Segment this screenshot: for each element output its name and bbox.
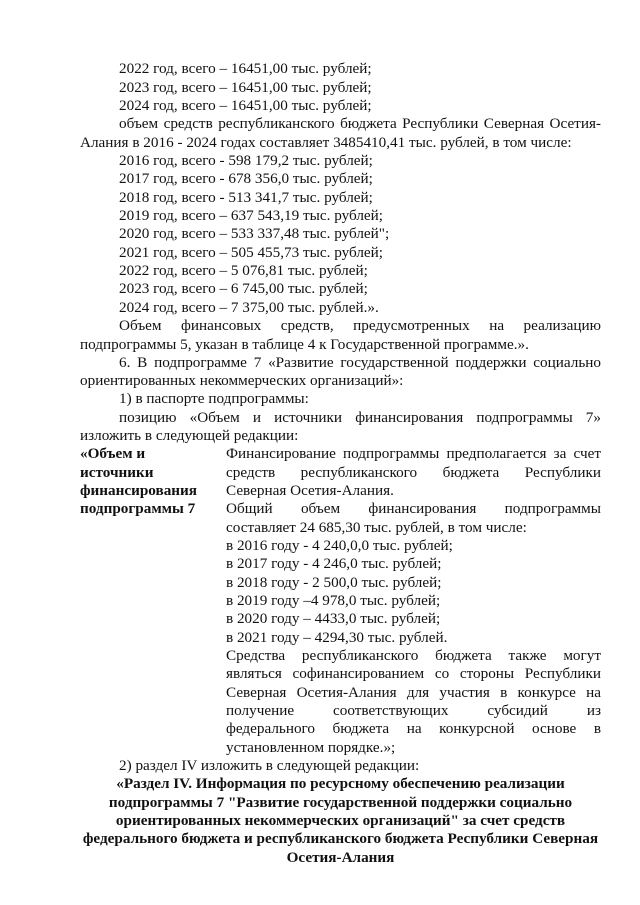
table-content-line: Финансирование подпрограммы предполагается за счет [226,445,601,462]
rep-year-line: 2024 год, всего – 7 375,00 тыс. рублей.». [119,299,379,316]
rep-volume-line2: Алания в 2016 - 2024 годах составляет 3485410,41 тыс. рублей, в том числе: [80,134,572,151]
rep-year-line: 2019 год, всего – 637 543,19 тыс. рублей; [119,207,383,224]
table-label-line: «Объем и [80,445,146,462]
position-line1: позицию «Объем и источники финансирования подпрограммы 7» [119,409,601,426]
table-label-line: финансирования [80,482,198,499]
section-heading-line: ориентированных некоммерческих организаций" за счет средств [115,812,566,829]
volume-note-line2: подпрограммы 5, указан в таблице 4 к Государственной программе.». [80,336,529,353]
table-content-line: в 2019 году –4 978,0 тыс. рублей; [226,592,441,609]
rep-year-line: 2021 год, всего – 505 455,73 тыс. рублей; [119,244,383,261]
table-content-line: в 2018 году - 2 500,0 тыс. рублей; [226,574,442,591]
table-content-line: федерального бюджета на конкурсной основе в [226,720,601,737]
section-heading-line: подпрограммы 7 "Развитие государственной поддержки социально [108,794,573,811]
rep-year-line: 2017 год, всего - 678 356,0 тыс. рублей; [119,170,373,187]
item6-line1: 6. В подпрограмме 7 «Развитие государственной поддержки социально [119,354,601,371]
table-content-line: получение соответствующих субсидий из [226,702,601,719]
item6-line2: ориентированных некоммерческих организаций»: [80,372,404,389]
table-content-line: в 2021 году – 4294,30 тыс. рублей. [226,629,448,646]
section-intro-line: 2) раздел IV изложить в следующей редакции: [119,757,420,774]
table-content-line: Средства республиканского бюджета также могут [226,647,601,664]
table-content-line: в 2017 году - 4 246,0 тыс. рублей; [226,555,442,572]
table-content-line: Северная Осетия-Алания. [226,482,394,499]
table-content-line: Общий объем финансирования подпрограммы [226,500,601,517]
section-heading-line: Осетия-Алания [286,849,395,866]
position-line2: изложить в следующей редакции: [80,427,299,444]
rep-year-line: 2020 год, всего – 533 337,48 тыс. рублей"; [119,225,390,242]
volume-note-line1: Объем финансовых средств, предусмотренных на реализацию [119,317,601,334]
prev-year-line: 2022 год, всего – 16451,00 тыс. рублей; [119,60,372,77]
prev-year-line: 2023 год, всего – 16451,00 тыс. рублей; [119,79,372,96]
section-heading-line: «Раздел IV. Информация по ресурсному обеспечению реализации [116,775,565,792]
section-heading-line: федерального бюджета и республиканского бюджета Республики Северная [82,830,599,847]
rep-year-line: 2023 год, всего – 6 745,00 тыс. рублей; [119,280,368,297]
rep-year-line: 2018 год, всего - 513 341,7 тыс. рублей; [119,189,373,206]
rep-volume-line1: объем средств республиканского бюджета Республики Северная Осетия- [119,115,601,132]
table-content-line: средств республиканского бюджета Республики [226,464,601,481]
table-content-line: Северная Осетия-Алания для участия в конкурсе на [226,684,601,701]
rep-year-line: 2022 год, всего – 5 076,81 тыс. рублей; [119,262,368,279]
rep-year-line: 2016 год, всего - 598 179,2 тыс. рублей; [119,152,373,169]
table-content-line: установленном порядке.»; [226,739,396,756]
prev-year-line: 2024 год, всего – 16451,00 тыс. рублей; [119,97,372,114]
passport-line: 1) в паспорте подпрограммы: [119,390,309,407]
table-label-line: источники [80,464,154,481]
table-content-line: в 2020 году – 4433,0 тыс. рублей; [226,610,441,627]
table-content-line: составляет 24 685,30 тыс. рублей, в том числе: [226,519,527,536]
table-label-line: подпрограммы 7 [80,500,196,517]
table-content-line: являться софинансированием со стороны Республики [226,665,601,682]
table-content-line: в 2016 году - 4 240,0,0 тыс. рублей; [226,537,453,554]
